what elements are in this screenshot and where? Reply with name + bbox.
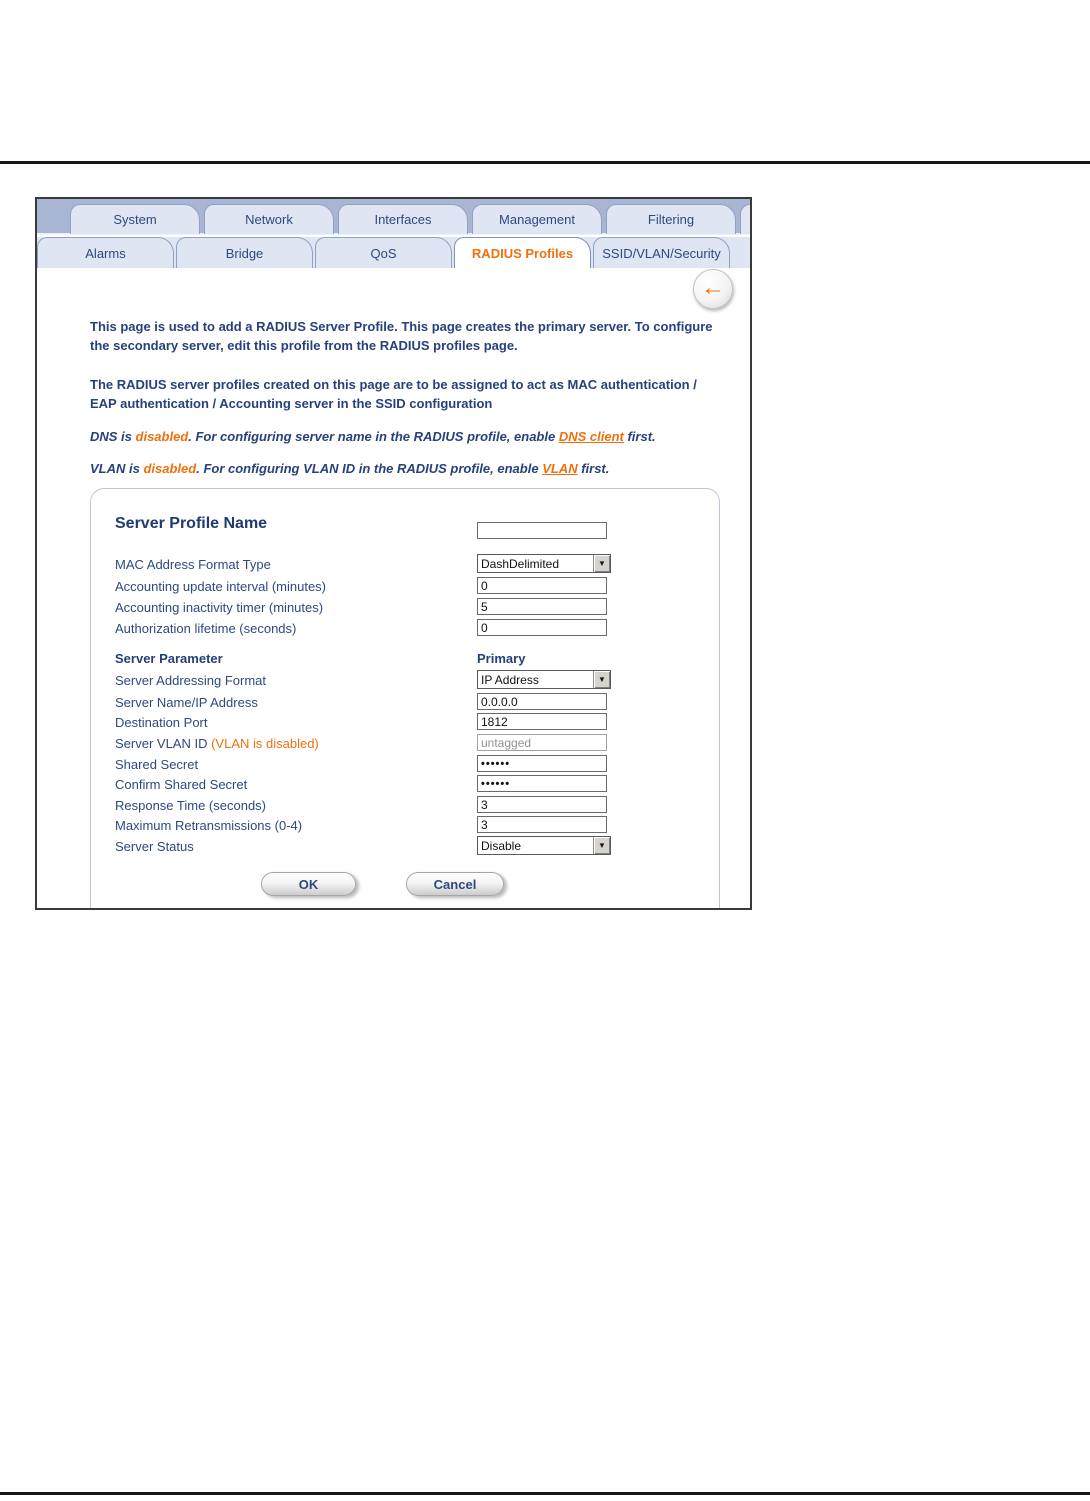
dest-port-input[interactable] — [477, 713, 607, 730]
mac-format-select[interactable] — [477, 554, 611, 573]
tab-bridge[interactable]: Bridge — [176, 237, 313, 268]
server-profile-name-input[interactable] — [477, 522, 607, 539]
auth-lifetime-input[interactable] — [477, 619, 607, 636]
dropdown-arrow-icon[interactable]: ▼ — [593, 671, 610, 688]
vlan-id-disabled-note: (VLAN is disabled) — [211, 736, 319, 751]
acct-update-label: Accounting update interval (minutes) — [115, 579, 327, 594]
server-status-value: Disable — [481, 839, 522, 853]
tab-qos[interactable]: QoS — [315, 237, 452, 268]
dns-notice-lead: DNS is — [90, 429, 136, 444]
shared-secret-label: Shared Secret — [115, 757, 199, 772]
auth-lifetime-label: Authorization lifetime (seconds) — [115, 621, 297, 636]
server-status-select[interactable] — [477, 836, 611, 855]
addr-format-label: Server Addressing Format — [115, 673, 267, 688]
acct-inactivity-input[interactable] — [477, 598, 607, 615]
vlan-status: disabled — [143, 461, 197, 476]
vlan-notice-lead: VLAN is — [90, 461, 144, 476]
shared-secret-input[interactable] — [477, 755, 607, 772]
server-name-input[interactable] — [477, 693, 607, 710]
dns-disabled-notice — [90, 429, 730, 444]
server-status-label: Server Status — [115, 839, 194, 854]
tab-interfaces[interactable]: Interfaces — [338, 204, 468, 234]
intro-paragraph-1: This page is used to add a RADIUS Server Profile. This page creates the primary server. To configure the secondary server, edit this profile from the RADIUS profiles page. — [90, 319, 713, 353]
back-button[interactable] — [693, 269, 733, 309]
max-retrans-label: Maximum Retransmissions (0-4) — [115, 818, 303, 833]
addr-format-value: IP Address — [481, 673, 539, 687]
back-arrow-icon: ← — [701, 274, 725, 301]
server-name-label: Server Name/IP Address — [115, 695, 258, 710]
vlan-id-label-text: Server VLAN ID — [115, 736, 212, 751]
tab-management[interactable]: Management — [472, 204, 602, 234]
ok-button[interactable]: OK — [261, 872, 356, 896]
tab-network[interactable]: Network — [204, 204, 334, 234]
server-parameter-header: Server Parameter — [115, 651, 223, 666]
primary-column-header: Primary — [477, 651, 526, 666]
dns-notice-mid: . For configuring server name in the RADIUS profile, enable — [188, 429, 559, 444]
dns-status: disabled — [135, 429, 189, 444]
tab-filtering[interactable]: Filtering — [606, 204, 736, 234]
dns-client-link[interactable]: DNS client — [558, 429, 624, 444]
intro-paragraph-2: The RADIUS server profiles created on this page are to be assigned to act as MAC authentication / EAP authentication / Accounting server in the SSID configuration — [90, 377, 697, 411]
vlan-notice-mid: . For configuring VLAN ID in the RADIUS profile, enable — [196, 461, 543, 476]
confirm-secret-input[interactable] — [477, 775, 607, 792]
acct-update-input[interactable] — [477, 577, 607, 594]
dns-notice-tail: first. — [623, 429, 656, 444]
server-vlan-id-label — [115, 736, 319, 751]
server-vlan-id-input — [477, 734, 607, 751]
cancel-button[interactable]: Cancel — [406, 872, 504, 896]
server-profile-name-label: Server Profile Name — [115, 515, 268, 532]
page-top-rule — [0, 161, 1090, 164]
tab-alarms[interactable]: Alarms — [37, 237, 174, 268]
tab-radius-profiles[interactable]: RADIUS Profiles — [454, 237, 591, 268]
vlan-link[interactable]: VLAN — [542, 461, 578, 476]
mac-format-label: MAC Address Format Type — [115, 557, 271, 572]
vlan-disabled-notice — [90, 461, 730, 476]
vlan-notice-tail: first. — [577, 461, 610, 476]
radius-profile-window — [35, 197, 752, 910]
dropdown-arrow-icon[interactable]: ▼ — [593, 837, 610, 854]
acct-inactivity-label: Accounting inactivity timer (minutes) — [115, 600, 324, 615]
response-time-input[interactable] — [477, 796, 607, 813]
addr-format-select[interactable] — [477, 670, 611, 689]
confirm-secret-label: Confirm Shared Secret — [115, 777, 248, 792]
response-time-label: Response Time (seconds) — [115, 798, 267, 813]
tab-bar-primary — [37, 199, 750, 235]
tab-system[interactable]: System — [70, 204, 200, 234]
max-retrans-input[interactable] — [477, 816, 607, 833]
dest-port-label: Destination Port — [115, 715, 208, 730]
tab-cutoff-row1 — [740, 204, 752, 234]
dropdown-arrow-icon[interactable]: ▼ — [593, 555, 610, 572]
page-bottom-rule — [0, 1492, 1090, 1495]
tab-bar-secondary — [37, 237, 750, 268]
tab-ssid-vlan-security[interactable]: SSID/VLAN/Security — [593, 237, 730, 268]
mac-format-value: DashDelimited — [481, 557, 560, 571]
radius-profile-form-panel — [90, 488, 720, 910]
